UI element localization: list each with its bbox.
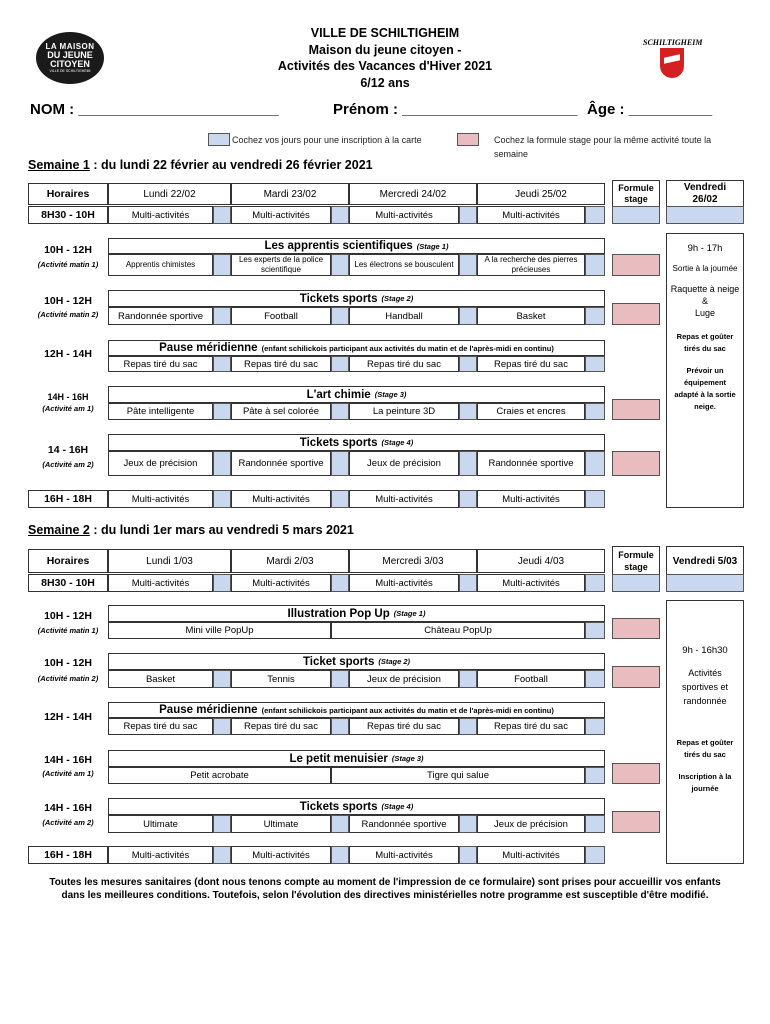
stage-checkbox[interactable] [612, 254, 660, 276]
activity-cell: Petit acrobate [108, 767, 331, 784]
stage-checkbox[interactable] [612, 763, 660, 784]
week2-day-header: Mercredi 3/03 [349, 549, 477, 573]
day-checkbox[interactable] [331, 815, 349, 833]
day-checkbox[interactable] [213, 846, 231, 864]
week2-friday-header: Vendredi 5/03 [666, 546, 744, 576]
activity-cell: Handball [349, 307, 459, 325]
day-checkbox[interactable] [459, 718, 477, 735]
activity-cell: Ultimate [108, 815, 213, 833]
activity-cell: Repas tiré du sac [349, 718, 459, 735]
activity-cell: Randonnée sportive [231, 451, 331, 476]
stage-checkbox[interactable] [612, 618, 660, 639]
week2-time-slot: 10H - 12H [44, 657, 92, 669]
day-checkbox[interactable] [585, 718, 605, 735]
friday-prevision-3: adapté à la sortie [674, 390, 736, 399]
day-checkbox[interactable] [459, 451, 477, 476]
activity-cell: A la recherche des pierres précieuses [477, 254, 585, 276]
activity-cell: Basket [477, 307, 585, 325]
activity-cell: Multi-activités [477, 574, 585, 592]
stage-number: (Stage 1) [416, 241, 449, 251]
sanitary-notice [20, 876, 750, 902]
stage-title-bar [108, 386, 605, 403]
schiltigheim-logo-text: SCHILTIGHEIM [643, 38, 703, 47]
stage-checkbox[interactable] [612, 811, 660, 833]
header-activities: Activités des Vacances d'Hiver 2021 [277, 59, 493, 73]
friday-hours: 9h - 17h [687, 243, 723, 254]
day-checkbox[interactable] [585, 670, 605, 688]
time-slot-subtitle: (Activité matin 2) [37, 674, 99, 683]
header-maison: Maison du jeune citoyen - [308, 42, 462, 57]
day-checkbox[interactable] [213, 718, 231, 735]
day-checkbox[interactable] [585, 254, 605, 276]
stage-title: Tickets sports [299, 292, 378, 305]
week1-friday-header [666, 180, 744, 208]
header-age: 6/12 ans [360, 75, 410, 90]
logo-line-2: DU JEUNE [47, 49, 93, 60]
activity-cell: Multi-activités [231, 574, 331, 592]
lunch-title: Pause méridienne [159, 704, 258, 716]
lunch-title-bar [108, 702, 605, 718]
day-checkbox[interactable] [213, 206, 231, 224]
day-checkbox[interactable] [213, 490, 231, 508]
friday-checkbox[interactable] [666, 206, 744, 224]
activity-cell: Repas tiré du sac [108, 356, 213, 372]
friday-activity-2: & [701, 296, 708, 306]
stage-title-bar [108, 434, 605, 451]
friday-activity-3: randonnée [683, 696, 727, 706]
day-checkbox[interactable] [213, 451, 231, 476]
activity-cell: Repas tiré du sac [231, 356, 331, 372]
friday-prevision-4: neige. [694, 402, 716, 411]
activity-cell: Château PopUp [331, 622, 585, 639]
activity-cell: Tennis [231, 670, 331, 688]
week2-friday-column [666, 600, 744, 864]
activity-cell: Multi-activités [231, 490, 331, 508]
stage-title: Tickets sports [299, 436, 378, 449]
activity-cell: Repas tiré du sac [477, 718, 585, 735]
week1-horaires-header: Horaires [28, 183, 108, 205]
logo-line-4: VILLE DE SCHILTIGHEIM [49, 68, 91, 73]
lunch-title: Pause méridienne [159, 342, 258, 354]
day-checkbox[interactable] [585, 490, 605, 508]
week2-title-label: Semaine 2 [28, 523, 90, 537]
friday-activity-1: Raquette à neige [670, 284, 740, 294]
day-checkbox[interactable] [331, 718, 349, 735]
activity-cell: Randonnée sportive [477, 451, 585, 476]
activity-cell: Multi-activités [108, 490, 213, 508]
activity-cell: Jeux de précision [349, 670, 459, 688]
day-checkbox[interactable] [585, 622, 605, 639]
day-checkbox[interactable] [459, 815, 477, 833]
age-field[interactable]: Âge : __________ [587, 101, 713, 118]
week1-time-slot: 10H - 12H [44, 244, 92, 256]
nom-field[interactable]: NOM : ________________________ [30, 101, 279, 118]
maison-jeune-citoyen-logo [36, 32, 104, 84]
day-checkbox[interactable] [459, 574, 477, 592]
activity-cell: Multi-activités [477, 206, 585, 224]
legend-stage-text-1: Cochez la formule stage pour la même activité toute la [494, 135, 712, 145]
week2-day-header: Lundi 1/03 [108, 549, 231, 573]
day-checkbox[interactable] [459, 356, 477, 372]
week2-title-dates: : du lundi 1er mars au vendredi 5 mars 2021 [89, 523, 354, 537]
lunch-note: (enfant schilickois participant aux activités du matin et de l'après-midi en continu) [261, 343, 554, 353]
day-checkbox[interactable] [459, 206, 477, 224]
week1-friday-column [666, 233, 744, 508]
week1-title-dates: : du lundi 22 février au vendredi 26 février 2021 [89, 158, 373, 172]
week1-time-slot: 14H - 16H [47, 392, 89, 402]
activity-cell: Repas tiré du sac [349, 356, 459, 372]
day-checkbox[interactable] [213, 574, 231, 592]
lunch-note: (enfant schilickois participant aux activités du matin et de l'après-midi en continu) [261, 705, 554, 715]
friday-meal-2: tirés du sac [684, 750, 726, 759]
week2-formule-header [612, 546, 660, 576]
week2-time-slot: 10H - 12H [44, 610, 92, 622]
friday-checkbox[interactable] [666, 574, 744, 592]
activity-cell: Jeux de précision [349, 451, 459, 476]
formule-checkbox[interactable] [612, 574, 660, 592]
formule-checkbox[interactable] [612, 206, 660, 224]
lunch-title-bar [108, 340, 605, 356]
day-checkbox[interactable] [331, 307, 349, 325]
activity-cell: Jeux de précision [477, 815, 585, 833]
week1-title [28, 158, 373, 172]
friday-activity-1: Activités [688, 668, 722, 678]
friday-label: Vendredi [683, 182, 727, 193]
day-checkbox[interactable] [585, 307, 605, 325]
legend-stage-box [457, 133, 479, 146]
activity-cell: Craies et encres [477, 403, 585, 420]
activity-cell: Apprentis chimistes [108, 254, 213, 276]
friday-meal-1: Repas et goûter [676, 332, 734, 341]
day-checkbox[interactable] [459, 254, 477, 276]
week1-formule-header [612, 180, 660, 208]
day-checkbox[interactable] [585, 403, 605, 420]
week1-time-slot: 12H - 14H [44, 348, 92, 360]
stage-title: Le petit menuisier [289, 752, 388, 765]
friday-date: 26/02 [692, 194, 718, 205]
day-checkbox[interactable] [459, 403, 477, 420]
day-checkbox[interactable] [213, 670, 231, 688]
friday-registration-2: journée [691, 784, 719, 793]
activity-cell: Mini ville PopUp [108, 622, 331, 639]
activity-cell: Multi-activités [349, 490, 459, 508]
stage-title: L'art chimie [306, 388, 371, 401]
friday-prevision-1: Prévoir un [686, 366, 724, 375]
day-checkbox[interactable] [213, 403, 231, 420]
friday-meal-2: tirés du sac [684, 344, 726, 353]
stage-title-bar [108, 290, 605, 307]
activity-cell: Randonnée sportive [349, 815, 459, 833]
stage-checkbox[interactable] [612, 451, 660, 476]
activity-cell: Repas tiré du sac [477, 356, 585, 372]
day-checkbox[interactable] [459, 846, 477, 864]
day-checkbox[interactable] [459, 670, 477, 688]
friday-meal-1: Repas et goûter [676, 738, 734, 747]
stage-title-bar [108, 605, 605, 622]
activity-cell: Pâte à sel colorée [231, 403, 331, 420]
day-checkbox[interactable] [585, 574, 605, 592]
week2-time-slot: 8H30 - 10H [28, 574, 108, 592]
friday-prevision-2: équipement [683, 378, 727, 387]
day-checkbox[interactable] [331, 254, 349, 276]
day-checkbox[interactable] [331, 356, 349, 372]
activity-cell: Tigre qui salue [331, 767, 585, 784]
activity-cell: Repas tiré du sac [231, 718, 331, 735]
stage-title: Les apprentis scientifiques [264, 240, 413, 252]
friday-hours: 9h - 16h30 [682, 645, 728, 656]
stage-number: (Stage 3) [374, 390, 407, 399]
activity-cell: Multi-activités [108, 574, 213, 592]
day-checkbox[interactable] [213, 307, 231, 325]
activity-cell: Pâte intelligente [108, 403, 213, 420]
week1-time-slot: 10H - 12H [44, 295, 92, 307]
time-slot-subtitle: (Activité am 1) [42, 769, 94, 778]
week1-day-header: Mardi 23/02 [231, 183, 349, 205]
week2-day-header: Mardi 2/03 [231, 549, 349, 573]
stage-checkbox[interactable] [612, 399, 660, 420]
activity-cell: Multi-activités [108, 206, 213, 224]
stage-number: (Stage 1) [393, 609, 426, 618]
stage-checkbox[interactable] [612, 666, 660, 688]
sanitary-notice-line-2: dans les meilleures conditions. Toutefois, selon l'évolution des directives ministérielles notre programme est susceptible d'être modifié. [61, 890, 709, 901]
activity-cell: Football [477, 670, 585, 688]
stage-title-bar [108, 238, 605, 254]
activity-cell: Multi-activités [349, 574, 459, 592]
time-slot-subtitle: (Activité am 2) [42, 460, 94, 469]
week1-time-slot: 14 - 16H [47, 444, 89, 456]
day-checkbox[interactable] [213, 254, 231, 276]
stage-title-bar [108, 750, 605, 767]
logo-line-1: LA MAISON [45, 41, 95, 51]
week2-title [28, 523, 354, 537]
week1-day-header: Jeudi 25/02 [477, 183, 605, 205]
day-checkbox[interactable] [331, 206, 349, 224]
time-slot-subtitle: (Activité matin 2) [37, 310, 99, 319]
week1-day-header: Lundi 22/02 [108, 183, 231, 205]
sanitary-notice-line-1: Toutes les mesures sanitaires (dont nous tenons compte au moment de l'impression de ce formulaire) sont prises pour accueillir vos enfants [49, 877, 721, 888]
stage-number: (Stage 4) [381, 802, 414, 811]
friday-activity-3: Luge [694, 308, 716, 318]
activity-cell: Ultimate [231, 815, 331, 833]
week2-horaires-header: Horaires [28, 549, 108, 573]
formule-label: Formule [618, 550, 654, 560]
activity-cell: Randonnée sportive [108, 307, 213, 325]
week1-time-slot: 16H - 18H [28, 490, 108, 508]
activity-cell: Multi-activités [477, 846, 585, 864]
stage-title-bar [108, 653, 605, 670]
time-slot-subtitle: (Activité matin 1) [37, 626, 99, 635]
day-checkbox[interactable] [585, 767, 605, 784]
week2-time-slot: 16H - 18H [28, 846, 108, 864]
activity-cell: Multi-activités [108, 846, 213, 864]
week2-time-slot: 14H - 16H [44, 802, 92, 814]
week1-time-slot: 8H30 - 10H [28, 206, 108, 224]
stage-number: (Stage 3) [391, 754, 424, 763]
activity-cell: La peinture 3D [349, 403, 459, 420]
activity-cell: Multi-activités [349, 846, 459, 864]
day-checkbox[interactable] [331, 846, 349, 864]
day-checkbox[interactable] [213, 356, 231, 372]
week2-time-slot: 14H - 16H [44, 754, 92, 766]
stage-title: Ticket sports [302, 655, 375, 668]
stage-checkbox[interactable] [612, 303, 660, 325]
legend-stage-text-2: semaine [494, 149, 529, 159]
day-checkbox[interactable] [585, 846, 605, 864]
activity-cell: Jeux de précision [108, 451, 213, 476]
coat-of-arms-icon [660, 48, 684, 78]
time-slot-subtitle: (Activité am 2) [42, 818, 94, 827]
activity-cell: Multi-activités [231, 846, 331, 864]
friday-activity-2: sportives et [681, 682, 729, 692]
schiltigheim-logo [643, 38, 701, 80]
time-slot-subtitle: (Activité matin 1) [37, 260, 99, 269]
page-header [230, 25, 540, 91]
formule-label: Formule [618, 183, 654, 193]
week1-day-header: Mercredi 24/02 [349, 183, 477, 205]
day-checkbox[interactable] [331, 670, 349, 688]
stage-title-bar [108, 798, 605, 815]
day-checkbox[interactable] [585, 206, 605, 224]
activity-cell: Les experts de la police scientifique [231, 254, 331, 276]
activity-cell: Multi-activités [477, 490, 585, 508]
stage-title: Illustration Pop Up [287, 607, 390, 620]
stage-number: (Stage 2) [381, 294, 414, 303]
day-checkbox[interactable] [459, 307, 477, 325]
legend-day-box [208, 133, 230, 146]
day-checkbox[interactable] [459, 490, 477, 508]
stage-title: Tickets sports [299, 800, 378, 813]
logo-line-3: CITOYEN [50, 58, 90, 69]
day-checkbox[interactable] [331, 574, 349, 592]
activity-cell: Multi-activités [231, 206, 331, 224]
legend-day-text: Cochez vos jours pour une inscription à la carte [232, 135, 422, 145]
activity-cell: Basket [108, 670, 213, 688]
day-checkbox[interactable] [331, 451, 349, 476]
activity-cell: Repas tiré du sac [108, 718, 213, 735]
activity-cell: Football [231, 307, 331, 325]
activity-cell: Multi-activités [349, 206, 459, 224]
stage-number: (Stage 4) [381, 438, 414, 447]
day-checkbox[interactable] [585, 356, 605, 372]
week2-time-slot: 12H - 14H [44, 711, 92, 723]
day-checkbox[interactable] [585, 815, 605, 833]
friday-registration-1: Inscription à la [678, 772, 732, 781]
day-checkbox[interactable] [585, 451, 605, 476]
day-checkbox[interactable] [213, 815, 231, 833]
prenom-field[interactable]: Prénom : _____________________ [333, 101, 578, 118]
stage-label: stage [624, 194, 648, 204]
day-checkbox[interactable] [331, 490, 349, 508]
stage-number: (Stage 2) [378, 657, 411, 666]
friday-outing: Sortie à la journée [672, 264, 738, 273]
activity-cell: Les électrons se bousculent [349, 254, 459, 276]
time-slot-subtitle: (Activité am 1) [42, 404, 94, 413]
week2-day-header: Jeudi 4/03 [477, 549, 605, 573]
header-city: VILLE DE SCHILTIGHEIM [310, 26, 460, 40]
day-checkbox[interactable] [331, 403, 349, 420]
week1-title-label: Semaine 1 [28, 158, 90, 172]
stage-label: stage [624, 562, 648, 572]
